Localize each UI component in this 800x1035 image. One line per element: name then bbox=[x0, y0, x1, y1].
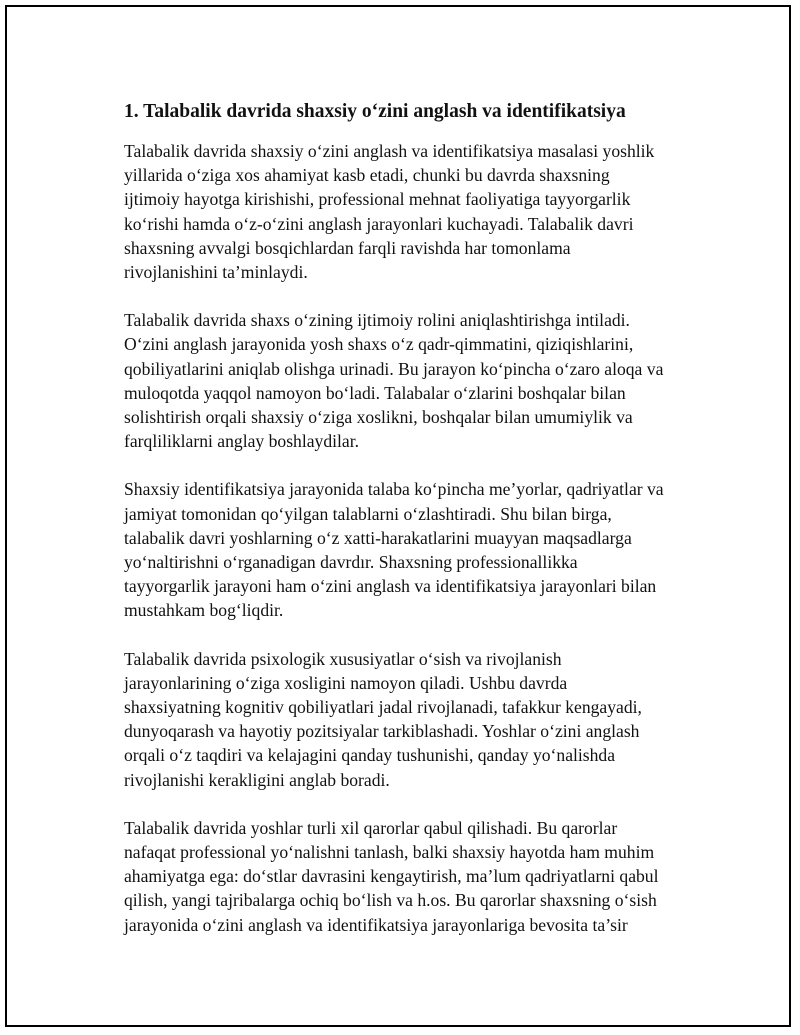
text-line: Talabalik davrida yoshlar turli xil qarorlar qabul qilishadi. Bu qarorlar bbox=[124, 817, 618, 838]
text-line: qilish, yangi tajribalarga ochiq bo‘lish va h.os. Bu qarorlar shaxsning o‘sish bbox=[124, 890, 657, 911]
text-line: jamiyat tomonidan qo‘yilgan talablarni o‘zlashtiradi. Shu bilan birga, bbox=[124, 503, 612, 524]
text-line: solishtirish orqali shaxsiy o‘ziga xoslikni, boshqalar bilan umumiylik va bbox=[124, 407, 633, 428]
text-line: shaxsiyatning kognitiv qobiliyatlari jadal rivojlanadi, tafakkur kengayadi, bbox=[124, 697, 642, 718]
text-line: dunyoqarash va hayotiy pozitsiyalar tarkiblashadi. Yoshlar o‘zini anglash bbox=[124, 721, 640, 742]
text-line: talabalik davri yoshlarning o‘z xatti-harakatlarini muayyan maqsadlarga bbox=[124, 527, 632, 548]
text-line: Shaxsiy identifikatsiya jarayonida talaba ko‘pincha me’yorlar, qadriyatlar va bbox=[124, 479, 664, 500]
paragraph bbox=[124, 139, 700, 284]
document-body bbox=[120, 99, 700, 961]
text-line: jarayonida o‘zini anglash va identifikatsiya jarayonlariga bevosita ta’sir bbox=[124, 914, 628, 935]
text-line: orqali o‘z taqdiri va kelajagini qanday tushunishi, qanday yo‘nalishda bbox=[124, 745, 616, 766]
paragraph bbox=[124, 477, 700, 622]
text-line: mustahkam bog‘liqdir. bbox=[124, 600, 284, 621]
section-heading: 1. Talabalik davrida shaxsiy o‘zini anglash va identifikatsiya bbox=[124, 101, 626, 122]
paragraph bbox=[124, 647, 700, 792]
text-line: shaxsning avvalgi bosqichlardan farqli ravishda har tomonlama bbox=[124, 237, 571, 258]
text-line: muloqotda yaqqol namoyon bo‘ladi. Talabalar o‘zlarini boshqalar bilan bbox=[124, 382, 626, 403]
text-line: rivojlanishi kerakligini anglab boradi. bbox=[124, 769, 390, 790]
text-line: ahamiyatga ega: do‘stlar davrasini kengaytirish, ma’lum qadriyatlarni qabul bbox=[124, 866, 659, 887]
paragraph bbox=[124, 308, 700, 453]
text-line: Talabalik davrida psixologik xususiyatlar o‘sish va rivojlanish bbox=[124, 648, 562, 669]
text-line: Talabalik davrida shaxsiy o‘zini anglash va identifikatsiya masalasi yoshlik bbox=[124, 141, 655, 161]
text-line: Talabalik davrida shaxs o‘zining ijtimoiy rolini aniqlashtirishga intiladi. bbox=[124, 310, 630, 331]
text-line: nafaqat professional yo‘nalishni tanlash, balki shaxsiy hayotda ham muhim bbox=[124, 842, 655, 863]
text-line: farqliliklarni anglay boshlaydilar. bbox=[124, 431, 360, 452]
text-line: yillarida o‘ziga xos ahamiyat kasb etadi, chunki bu davrda shaxsning bbox=[124, 165, 610, 186]
paragraph bbox=[124, 816, 700, 937]
text-line: tayyorgarlik jarayoni ham o‘zini anglash va identifikatsiya jarayonlari bilan bbox=[124, 576, 657, 597]
text-line: rivojlanishini ta’minlaydi. bbox=[124, 262, 308, 283]
text-line: ko‘rishi hamda o‘z-o‘zini anglash jarayonlari kuchayadi. Talabalik davri bbox=[124, 213, 634, 234]
text-line: ijtimoiy hayotga kirishishi, professional mehnat faoliyatiga tayyorgarlik bbox=[124, 189, 631, 210]
text-line: jarayonlarining o‘ziga xosligini namoyon qiladi. Ushbu davrda bbox=[124, 672, 568, 693]
page-frame bbox=[5, 5, 791, 1027]
text-line: yo‘naltirishni o‘rganadigan davrdır. Shaxsning professionallikka bbox=[124, 552, 578, 573]
text-line: O‘zini anglash jarayonida yosh shaxs o‘z qadr-qimmatini, qiziqishlarini, bbox=[124, 334, 634, 355]
text-line: qobiliyatlarini aniqlab olishga urinadi. Bu jarayon ko‘pincha o‘zaro aloqa va bbox=[124, 358, 664, 379]
